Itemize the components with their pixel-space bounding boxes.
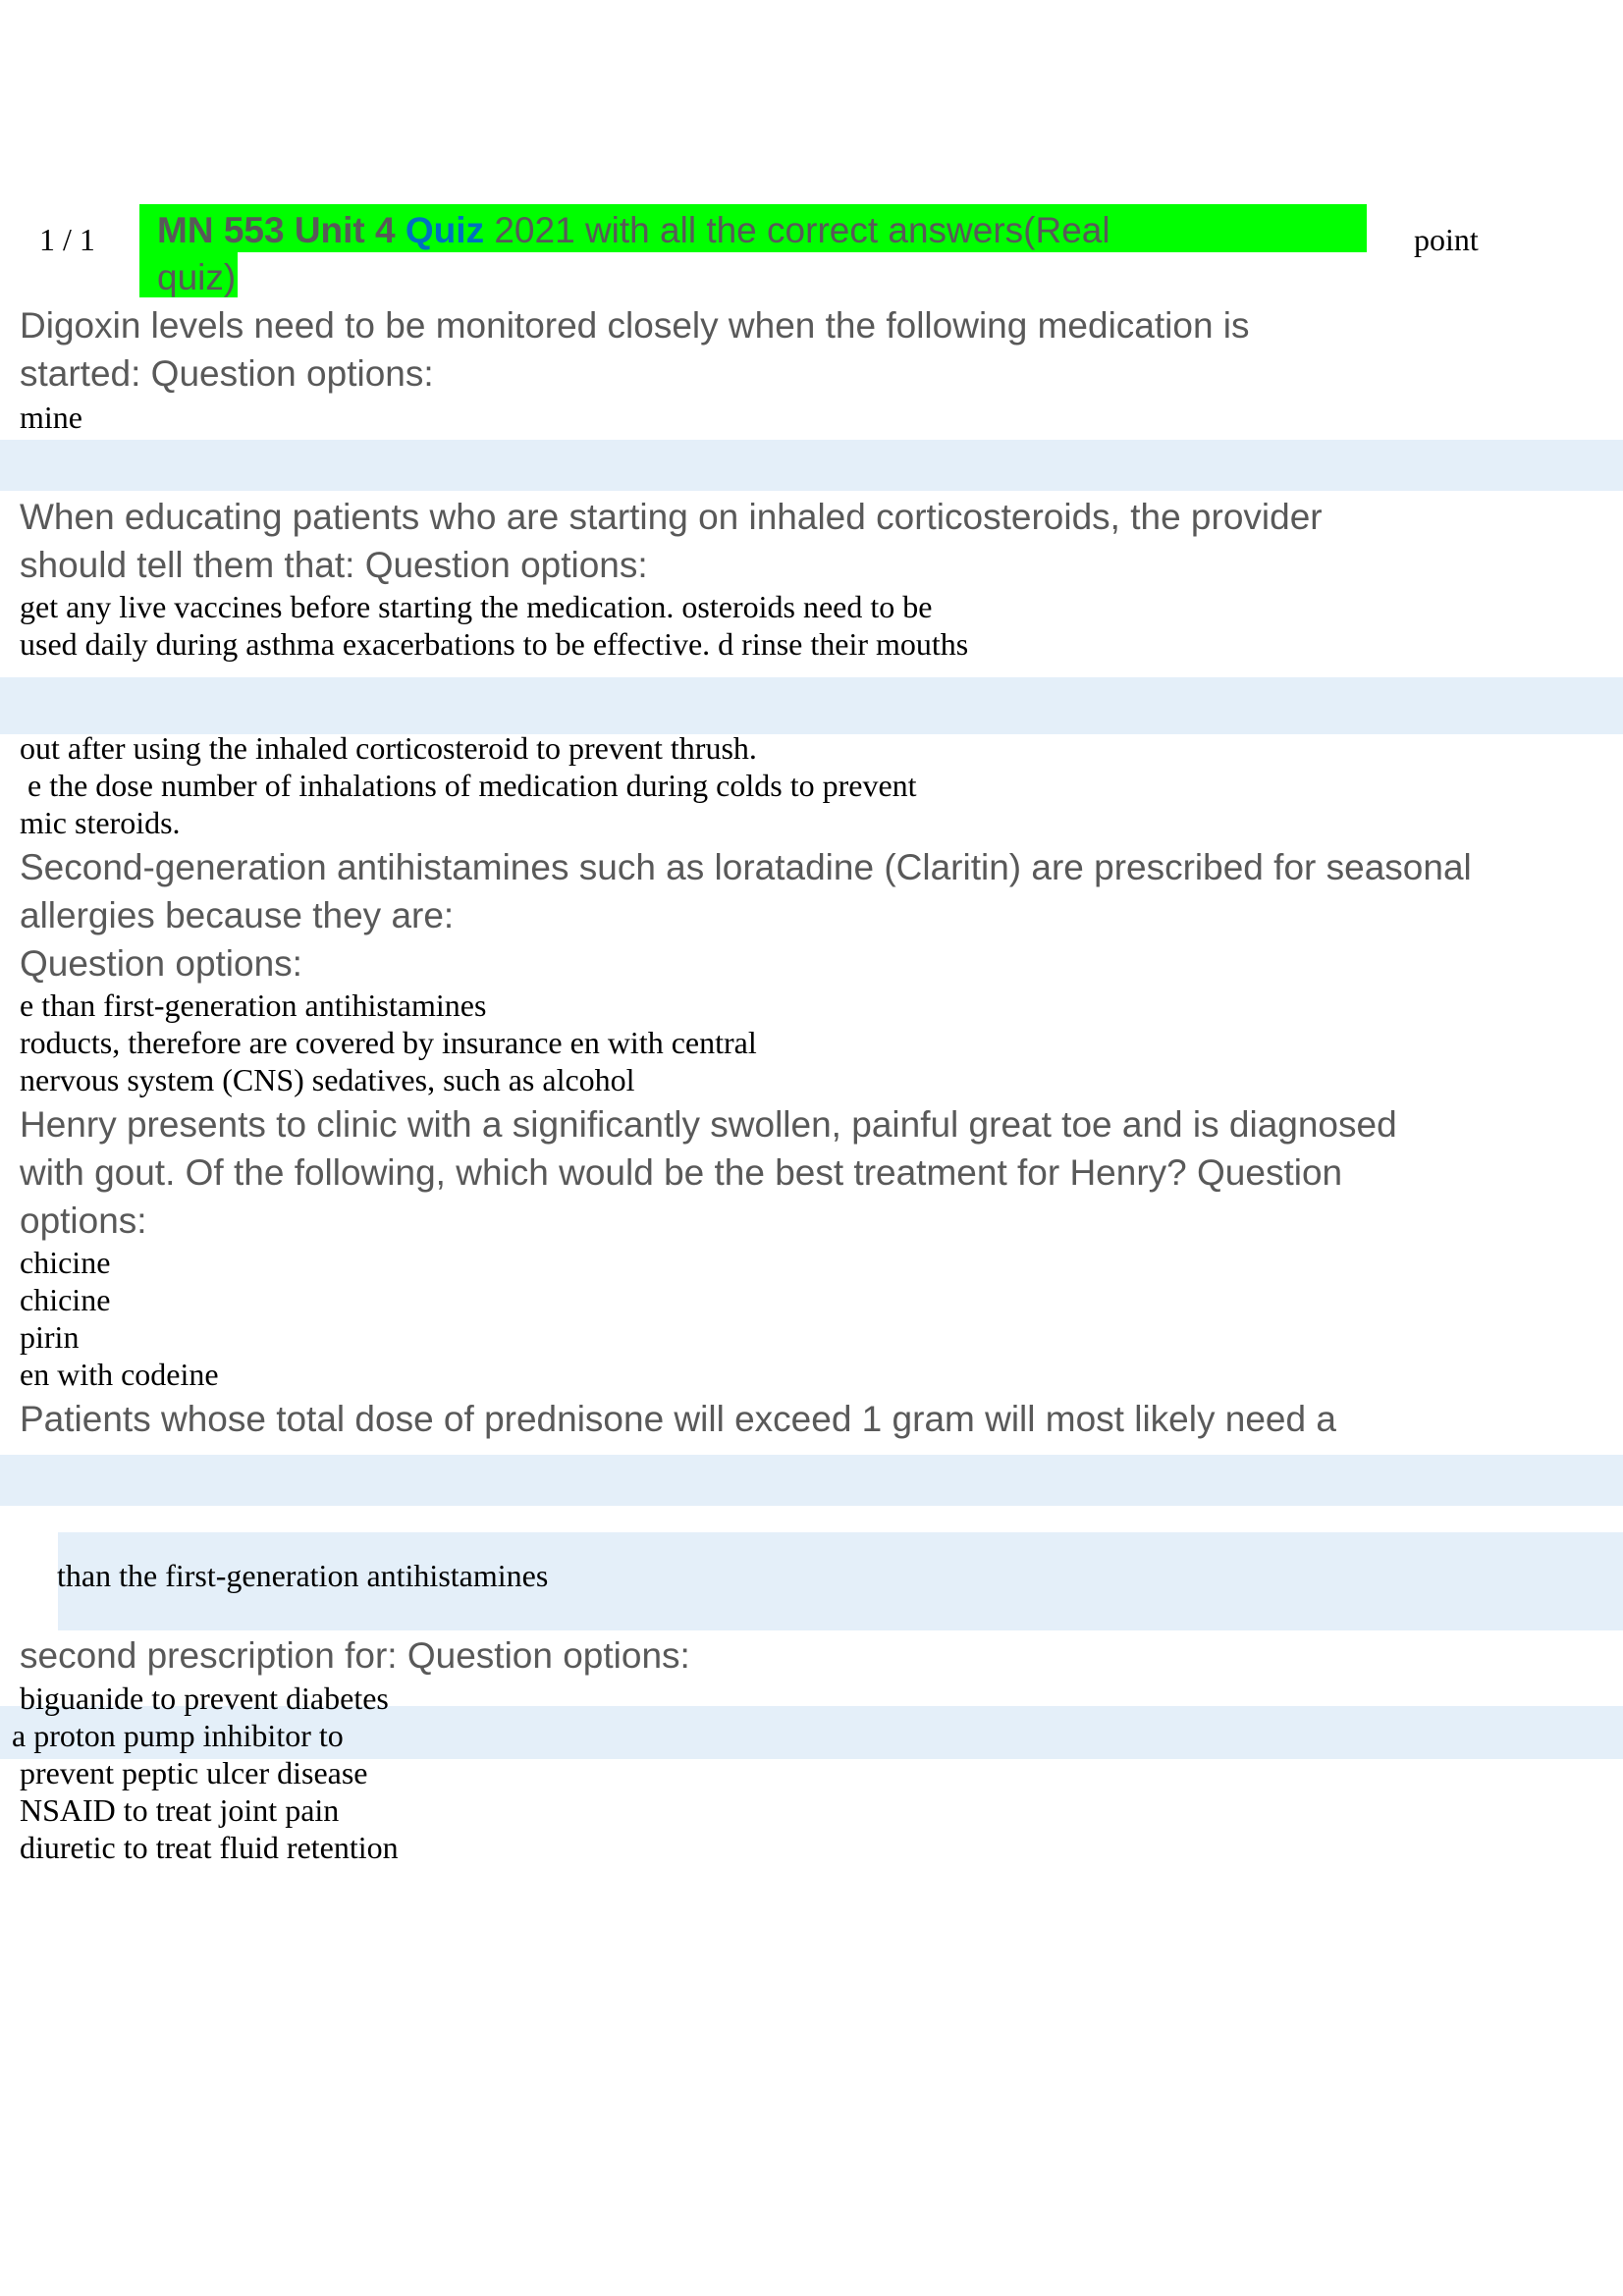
q2-line1: When educating patients who are starting on inhaled corticosteroids, the provider — [20, 497, 1323, 537]
q1-answer: mine — [20, 400, 82, 435]
title-rest: 2021 with all the correct answers(Real — [494, 210, 1110, 250]
q4-line3: options: — [20, 1201, 147, 1241]
q5-line2: second prescription for: Question options: — [20, 1635, 690, 1676]
q2-line2: should tell them that: Question options: — [20, 545, 648, 585]
page-title-line2: quiz) — [157, 257, 237, 297]
q2-option-2: used daily during asthma exacerbations to be effective. d rinse their mouths — [20, 626, 969, 662]
q2-option-4: e the dose number of inhalations of medication during colds to prevent — [20, 768, 917, 803]
q4-line2: with gout. Of the following, which would be the best treatment for Henry? Question — [20, 1152, 1343, 1193]
q3-option-1: e than first-generation antihistamines — [20, 988, 487, 1023]
q4-option-1: chicine — [20, 1245, 111, 1280]
q3-option-3: nervous system (CNS) sedatives, such as alcohol — [20, 1062, 635, 1097]
q2-option-5: mic steroids. — [20, 805, 181, 840]
q4-option-3: pirin — [20, 1319, 80, 1355]
q1-line2: started: Question options: — [20, 353, 434, 394]
q5-option-4: NSAID to treat joint pain — [20, 1792, 340, 1828]
q2-option-1: get any live vaccines before starting the medication. osteroids need to be — [20, 589, 933, 624]
q5-option-3: prevent peptic ulcer disease — [20, 1755, 368, 1790]
band-1 — [0, 440, 1623, 491]
band-3 — [0, 1455, 1623, 1506]
page-title — [157, 206, 1110, 254]
title-course: MN 553 Unit 4 — [157, 210, 396, 250]
q5-option-2: a proton pump inhibitor to — [12, 1718, 344, 1753]
q3-line3: Question options: — [20, 943, 302, 984]
q3-line1: Second-generation antihistamines such as loratadine (Claritin) are prescribed for seasonal — [20, 847, 1472, 887]
q3-boxed-option: than the first-generation antihistamines — [57, 1558, 549, 1593]
q1-line1: Digoxin levels need to be monitored closely when the following medication is — [20, 305, 1250, 346]
q3-line2: allergies because they are: — [20, 895, 455, 935]
point-label: point — [1414, 222, 1479, 257]
title-quiz: Quiz — [405, 210, 485, 250]
q5-line1: Patients whose total dose of prednisone will exceed 1 gram will most likely need a — [20, 1399, 1336, 1439]
q3-option-2: roducts, therefore are covered by insurance en with central — [20, 1025, 757, 1060]
band-2 — [0, 677, 1623, 734]
q4-option-4: en with codeine — [20, 1357, 219, 1392]
score-label: 1 / 1 — [39, 222, 95, 257]
q5-option-1: biguanide to prevent diabetes — [20, 1681, 389, 1716]
q2-option-3: out after using the inhaled corticosteroid to prevent thrush. — [20, 730, 757, 766]
q4-option-2: chicine — [20, 1282, 111, 1317]
q4-line1: Henry presents to clinic with a significantly swollen, painful great toe and is diagnosed — [20, 1104, 1397, 1145]
q5-option-5: diuretic to treat fluid retention — [20, 1830, 399, 1865]
